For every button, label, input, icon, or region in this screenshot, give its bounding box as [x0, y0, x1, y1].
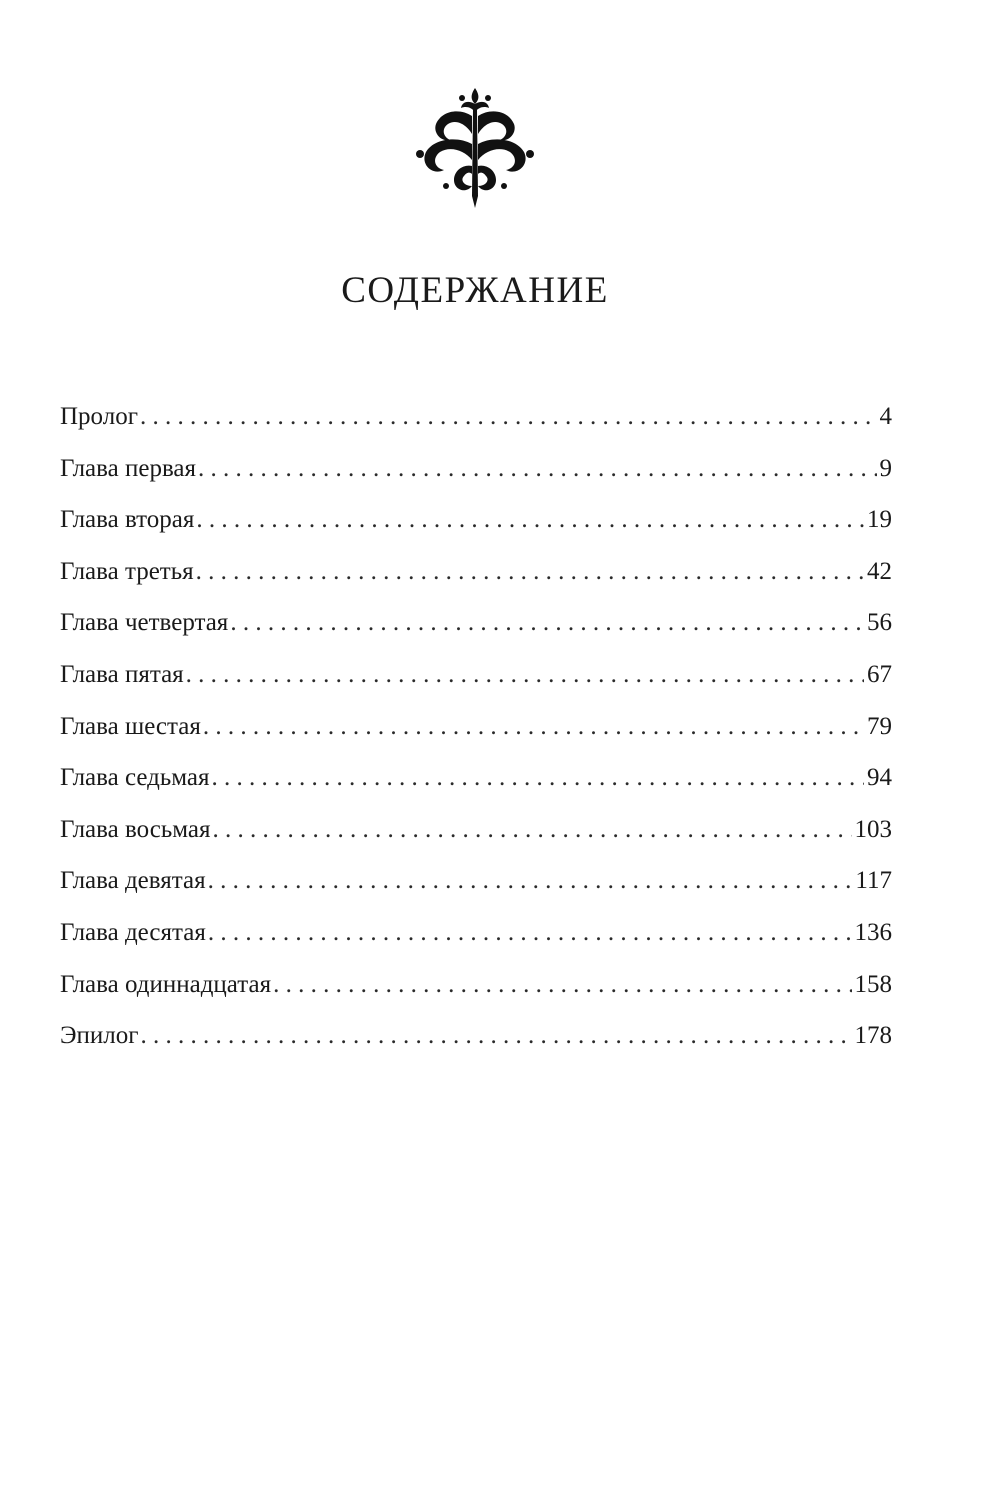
toc-dot-leader — [198, 443, 876, 495]
toc-entry[interactable] — [60, 1010, 892, 1062]
toc-entry-label: Пролог — [60, 403, 138, 430]
fleur-ornament-icon — [412, 86, 538, 210]
toc-entry[interactable] — [60, 701, 892, 753]
toc-dot-leader — [140, 391, 877, 443]
toc-entry-page: 136 — [854, 918, 892, 946]
toc-entry-label: Глава вторая — [60, 506, 195, 534]
toc-entry[interactable] — [60, 804, 892, 856]
toc-entry-page: 178 — [854, 1022, 892, 1050]
toc-entry[interactable] — [60, 597, 892, 649]
toc-entry[interactable] — [60, 494, 892, 546]
toc-entry-label: Глава третья — [60, 557, 194, 585]
toc-dot-leader — [230, 597, 864, 649]
toc-entry-label: Глава десятая — [60, 918, 206, 946]
toc-entry[interactable] — [60, 752, 892, 804]
toc-dot-leader — [208, 855, 853, 907]
toc-entry-label: Глава одиннадцатая — [60, 970, 272, 998]
toc-entry[interactable] — [60, 855, 892, 907]
toc-entry-page: 94 — [867, 764, 892, 792]
toc-dot-leader — [141, 1010, 852, 1062]
toc-entry-page: 158 — [854, 970, 892, 998]
page-title: СОДЕРЖАНИЕ — [341, 270, 609, 311]
toc-entry-page: 4 — [879, 403, 892, 430]
toc-entry-label: Глава первая — [60, 454, 197, 482]
toc-entry[interactable] — [60, 959, 892, 1011]
toc-entry-page: 79 — [867, 712, 892, 740]
toc-entry-label: Глава седьмая — [60, 764, 210, 792]
toc-dot-leader — [208, 907, 852, 959]
table-of-contents — [60, 391, 892, 1062]
toc-dot-leader — [203, 701, 864, 753]
toc-entry-label: Глава четвертая — [60, 609, 229, 637]
toc-entry[interactable] — [60, 391, 892, 443]
toc-entry-page: 9 — [879, 454, 892, 482]
toc-entry[interactable] — [60, 907, 892, 959]
toc-dot-leader — [273, 959, 851, 1011]
toc-entry-page: 67 — [867, 660, 892, 688]
toc-dot-leader — [186, 649, 864, 701]
toc-dot-leader — [196, 546, 864, 598]
toc-dot-leader — [212, 804, 851, 856]
toc-dot-leader — [196, 494, 864, 546]
toc-entry-label: Глава девятая — [60, 867, 206, 895]
toc-dot-leader — [212, 752, 865, 804]
toc-entry-page: 42 — [867, 557, 892, 585]
toc-entry-page: 19 — [867, 506, 892, 534]
toc-entry-label: Эпилог — [60, 1022, 139, 1050]
toc-entry-page: 103 — [854, 815, 892, 843]
toc-entry[interactable] — [60, 443, 892, 495]
toc-entry-page: 56 — [867, 609, 892, 637]
toc-entry-page: 117 — [855, 867, 892, 895]
toc-entry[interactable] — [60, 649, 892, 701]
toc-entry-label: Глава шестая — [60, 712, 201, 740]
toc-entry-label: Глава пятая — [60, 660, 184, 688]
toc-entry[interactable] — [60, 546, 892, 598]
toc-entry-label: Глава восьмая — [60, 815, 211, 843]
